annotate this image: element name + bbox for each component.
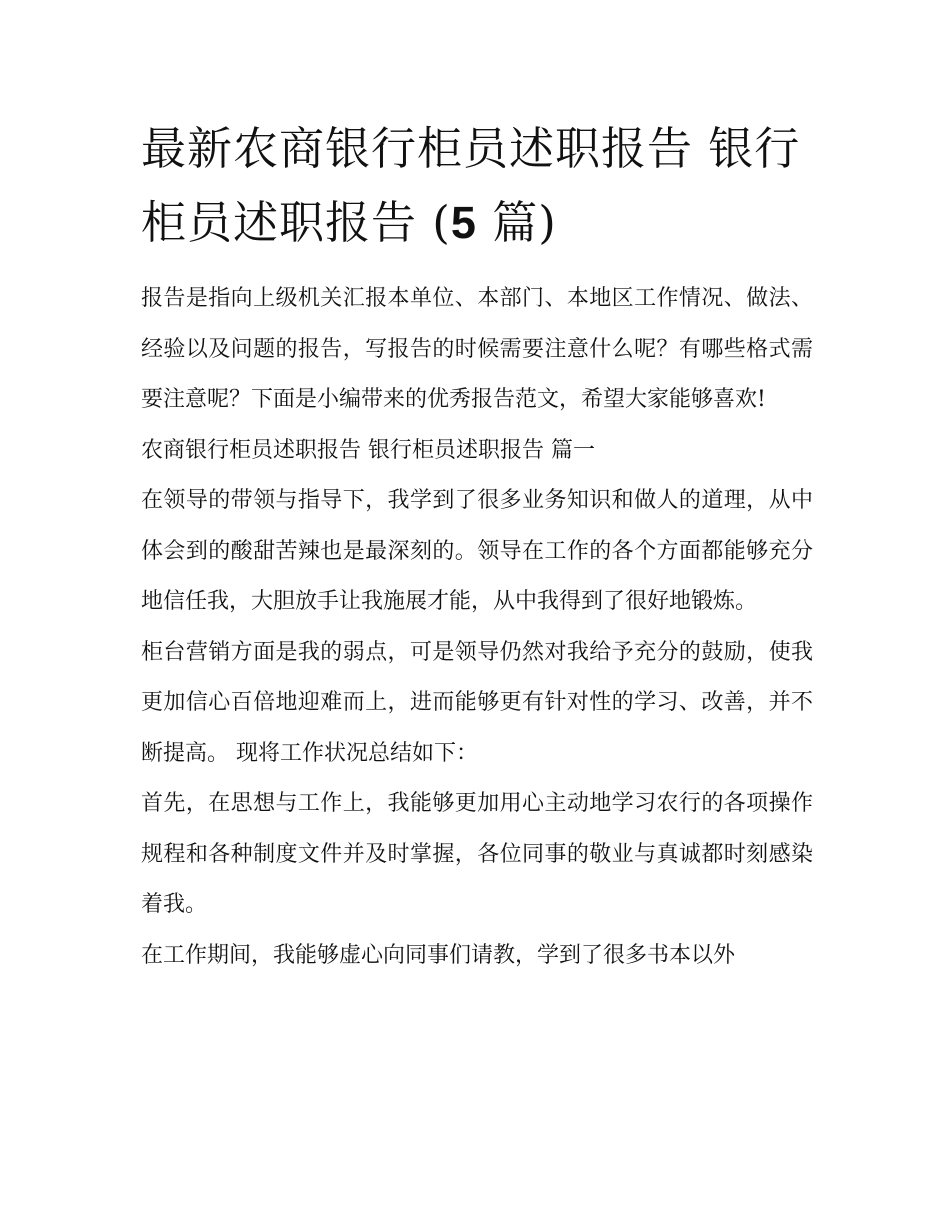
title-suffix: 篇) — [476, 196, 557, 249]
title-text: 最新农商银行柜员述职报告 银行柜员述职报告 ( — [141, 122, 801, 249]
body-paragraph: 在工作期间，我能够虚心向同事们请教，学到了很多书本以外 — [141, 942, 736, 968]
section-heading: 农商银行柜员述职报告 银行柜员述职报告 篇一 — [141, 437, 595, 463]
body-paragraph: 柜台营销方面是我的弱点，可是领导仍然对我给予充分的鼓励，使我更加信心百倍地迎难而上，进而能够更有针对性的学习、改善，并不断提高。 现将工作状况总结如下： — [141, 639, 813, 766]
document-title — [141, 112, 813, 260]
body-paragraph: 在领导的带领与指导下，我学到了很多业务知识和做人的道理，从中体会到的酸甜苦辣也是最深刻的。领导在工作的各个方面都能够充分地信任我，大胆放手让我施展才能，从中我得到了很好地锻炼。 — [141, 488, 813, 614]
document-page — [141, 112, 813, 981]
title-count: 5 — [450, 197, 477, 248]
intro-paragraph: 报告是指向上级机关汇报本单位、本部门、本地区工作情况、做法、经验以及问题的报告，写报告的时候需要注意什么呢？有哪些格式需要注意呢？下面是小编带来的优秀报告范文，希望大家能够喜欢! — [141, 286, 813, 412]
body-paragraph: 首先，在思想与工作上，我能够更加用心主动地学习农行的各项操作规程和各种制度文件并及时掌握，各位同事的敬业与真诚都时刻感染着我。 — [141, 791, 813, 917]
